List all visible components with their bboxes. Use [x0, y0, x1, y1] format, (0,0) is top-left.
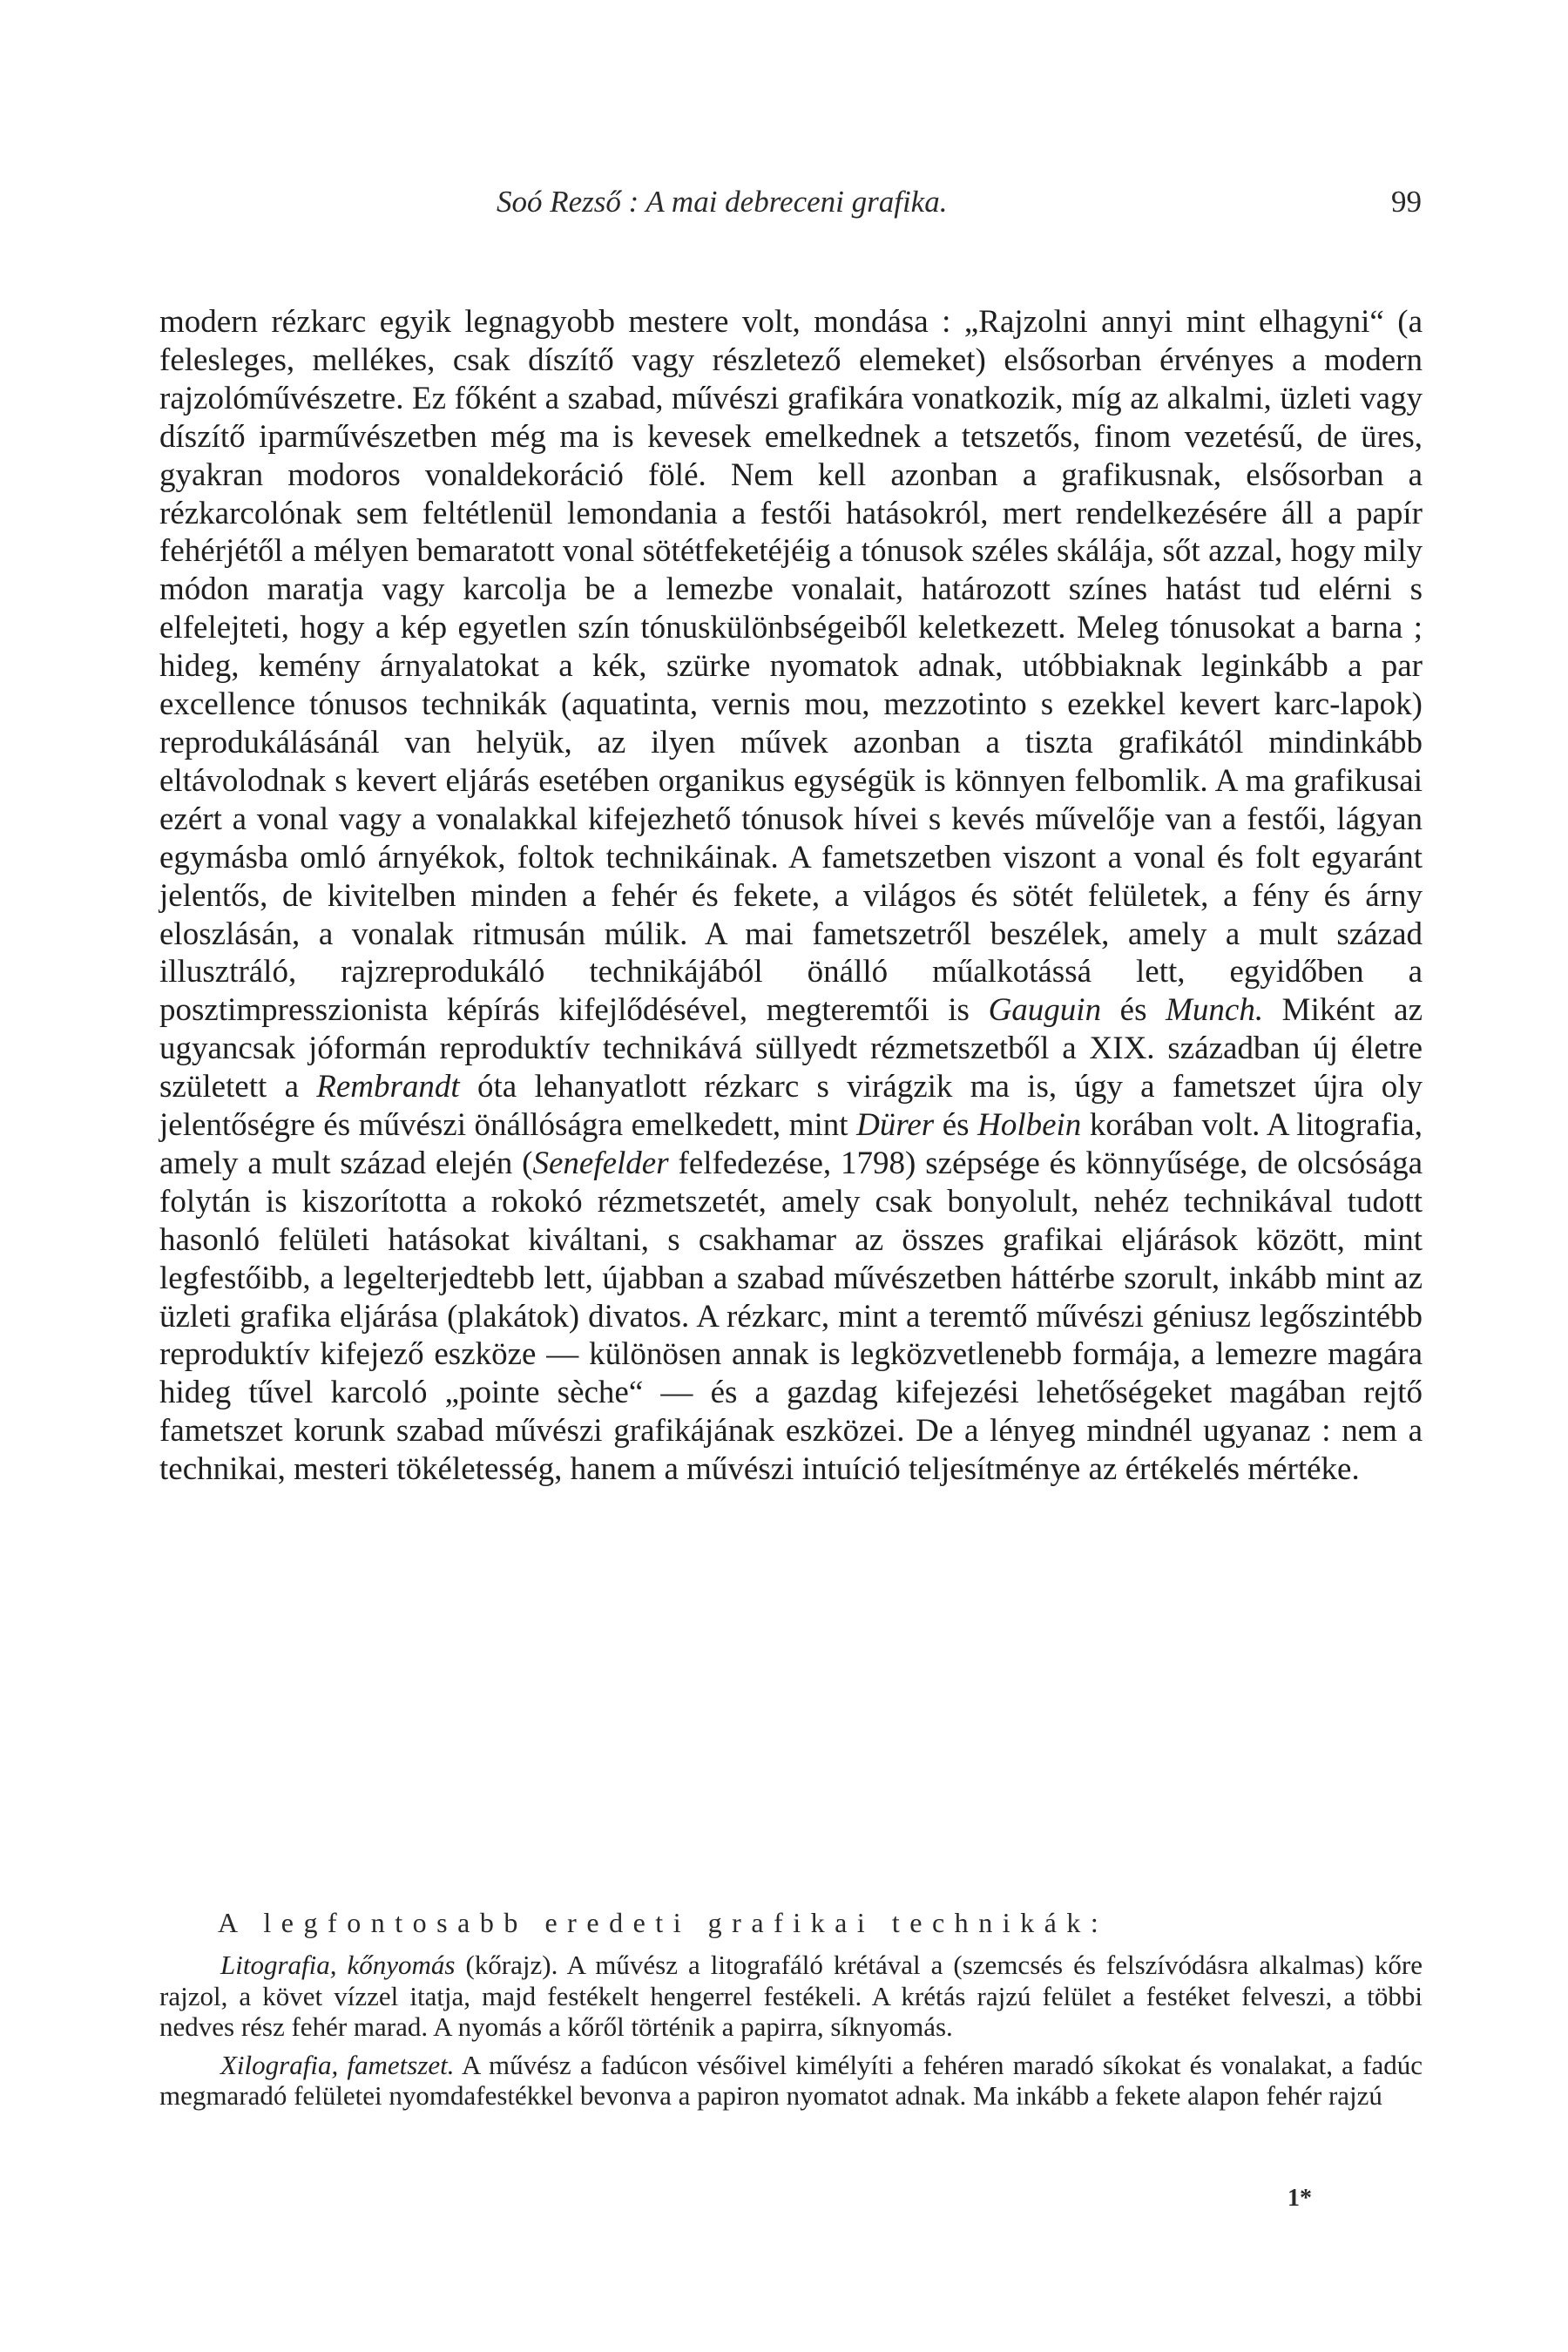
- body-text-part: modern rézkarc egyik legnagyobb mestere volt, mondása : „Rajzolni annyi mint elhagyni“ (a felesleges, mellékes, csak díszítő vagy részletező elemeket) elsősorban érvényes a modern rajzolóművészetre. Ez főként a szabad, művészi grafikára vonatkozik, míg az alkalmi, üzleti vagy díszítő iparművészetben még ma is kevesek emelkednek a tetszetős, finom vezetésű, de üres, gyakran modoros vonaldekoráció fölé. Nem kell azonban a grafikusnak, elsősorban a rézkarcolónak sem feltétlenül lemondania a festői hatásokról, mert rendelkezésére áll a papír fehérjétől a mélyen bemaratott vonal sötétfeketéjéig a tónusok széles skálája, sőt azzal, hogy mily módon maratja vagy karcolja be a lemezbe vonalait, határozott színes hatást tud elérni s elfelejteti, hogy a kép egyetlen szín tónuskülönbségeiből keletkezett. Meleg tónusokat a barna ; hideg, kemény árnyalatokat a kék, szürke nyomatok adnak, utóbbiaknak leginkább a par excellence tónusos technikák (aquatinta, vernis mou, mezzotinto s ezekkel kevert karc-lapok) reprodukálásánál van helyük, az ilyen művek azonban a tiszta grafikától mindinkább eltávolodnak s kevert eljárás esetében organikus egységük is könnyen felbomlik. A ma grafikusai ezért a vonal vagy a vonalakkal kifejezhető tónusok hívei s kevés művelője van a festői, lágyan egymásba omló árnyékok, foltok technikáinak. A fametszetben viszont a vonal és folt egyaránt jelentős, de kivitelben minden a fehér és fekete, a világos és sötét felületek, a fény és árny eloszlásán, a vonalak ritmusán múlik. A mai fametszetről beszélek, amely a mult század illusztráló, rajzreprodukáló technikájából önálló műalkotássá lett, egyidőben a posztimpresszionista képírás kifejlődésével, megteremtői is: [159, 304, 1423, 1029]
- running-title: Soó Rezső : A mai debreceni grafika.: [497, 185, 948, 219]
- artist-name-gauguin: Gauguin: [988, 992, 1102, 1029]
- notes-heading: A legfontosabb eredeti grafikai technikák:: [218, 1907, 1109, 1938]
- note-text: A művész a fadúcon vésőivel kimélyíti a fehéren maradó síkokat és vonalakat, a fadúc megmaradó felületei nyomdafestékkel bevonva a papiron nyomatot adnak. Ma inkább a fekete alapon fehér rajzú: [159, 2049, 1423, 2111]
- printer-signature-mark: 1*: [1288, 2185, 1312, 2212]
- artist-name-holbein: Holbein: [977, 1107, 1082, 1144]
- inventor-name-senefelder: Senefelder: [532, 1145, 669, 1181]
- note-xilografia: [159, 2050, 1423, 2112]
- technique-notes: [159, 1950, 1423, 2119]
- artist-name-durer: Dürer: [856, 1107, 935, 1144]
- note-text: (kőrajz). A művész a litografáló krétával a (szemcsés és felszívódásra alkalmas) kőre rajzol, a követ vízzel itatja, majd festékelt hengerrel festékeli. A krétás rajzú felület a festéket felveszi, a többi nedves rész fehér marad. A nyomás a kőről történik a papirra, síknyomás.: [159, 1950, 1423, 2042]
- body-text-part: felfedezése, 1798) szépsége és könnyűsége, de olcsósága folytán is kiszorította a rokokó rézmetszetét, amely csak bonyolult, nehéz technikával tudott hasonló felületi hatásokat kiváltani, s csakhamar az összes grafikai eljárások között, mint legfestőibb, a legelterjedtebb lett, újabban a szabad művészetben háttérbe szorult, inkább mint az üzleti grafika eljárása (plakátok) divatos. A rézkarc, mint a teremtő művészi géniusz legőszintébb reproduktív kifejező eszköze — különösen annak is legközvetlenebb formája, a lemezre magára hideg tűvel karcoló „pointe sèche“ — és a gazdag kifejezési lehetőségeket magában rejtő fametszet korunk szabad művészi grafikájának eszközei. De a lényeg mindnél ugyanaz : nem a technikai, mesteri tökéletesség, hanem a művészi intuíció teljesítménye az értékelés mértéke.: [159, 1145, 1423, 1488]
- note-term: Xilografia, fametszet.: [220, 2049, 455, 2080]
- note-litografia: [159, 1950, 1423, 2043]
- artist-name-rembrandt: Rembrandt: [316, 1069, 460, 1105]
- body-text-part: Miként az ugyancsak jóformán reproduktív technikává süllyedt rézmetszetből a XIX. században új életre született a: [159, 992, 1423, 1105]
- artist-name-munch: Munch.: [1166, 992, 1264, 1029]
- body-text-part: óta lehanyatlott rézkarc s virágzik ma is, úgy a fametszet újra oly jelentőségre és művészi önállóságra emelkedett, mint: [159, 1069, 1423, 1144]
- body-text-part: korában volt. A litografia, amely a mult század elején (: [159, 1107, 1423, 1181]
- note-term: Litografia, kőnyomás: [220, 1950, 456, 1980]
- page-header: [0, 185, 1568, 228]
- body-text-part: és: [934, 1107, 978, 1144]
- page-number: 99: [1391, 185, 1422, 219]
- body-paragraph: [159, 303, 1423, 1489]
- body-text-part: és: [1101, 992, 1166, 1029]
